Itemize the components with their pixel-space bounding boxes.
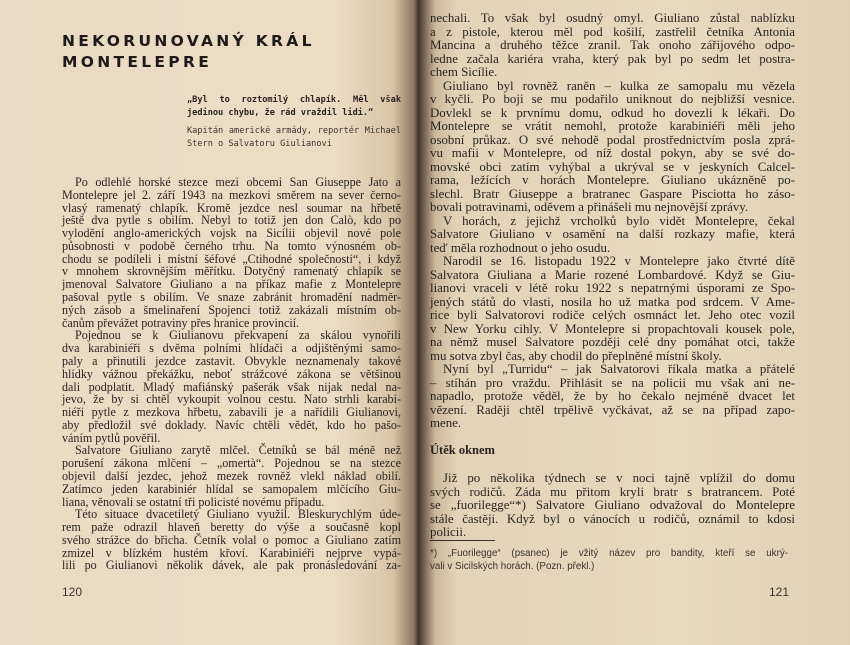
text-line: dali podplatit. Mladý mafiánský pašerák však nijak nedal na- — [62, 379, 401, 394]
text-line: chem Sicílie. — [430, 65, 498, 79]
text-line: Zatímco jeden karabiniér hlídal se samopalem mlčícího Giu- — [62, 481, 401, 496]
text-line: vu mafii v Montelepre, od níž dostal pokyn, aby se své do- — [430, 146, 795, 160]
text-line: Montelepre jel 2. září 1943 na mezkovi směrem na sever černo- — [62, 187, 401, 202]
paragraph — [430, 80, 795, 215]
paragraph — [62, 329, 401, 444]
footnote-divider — [430, 540, 495, 541]
text-line: Po odlehlé horské stezce mezi obcemi San Giuseppe Jato a — [75, 175, 401, 189]
chapter-title — [62, 31, 315, 73]
text-line: rice byli Salvatorovi rodiče celých osmnáct let. Jeho otec vozil — [430, 308, 795, 322]
text-line: slechl. Bratr Giuseppe a bratranec Gaspare Pisciotta ho záso- — [430, 186, 795, 201]
paragraph — [430, 12, 795, 80]
text-line: ledne začala kariéra vraha, který pak byl po sedm let postra- — [430, 51, 795, 66]
text-line: Salvatore Giuliano v osamění na další rozkazy mafie, která — [430, 227, 795, 241]
chapter-title-line: NEKORUNOVANÝ KRÁL — [62, 32, 315, 50]
text-line: čanům převážet potraviny přes hranice provincií. — [62, 315, 300, 330]
paragraph — [62, 176, 401, 329]
text-line: se „fuorilegge“*) Salvatore Giuliano odvažoval do Montelepre — [430, 498, 795, 512]
text-line: jených států do vlasti, nosila ho už matka pod srdcem. V Ame- — [430, 294, 795, 309]
paragraph — [62, 508, 401, 572]
text-line: vlasý ramenatý chlapík. Kromě jezdce nesl soumar na hřbetě — [62, 200, 401, 215]
text-line: a z pistole, kterou měl pod košilí, zastřelil četníka Antonia — [430, 24, 795, 39]
text-line: dva karabiniéři s dvěma polními hlídači a odjištěnými samo- — [62, 341, 401, 356]
page-number: 120 — [62, 585, 83, 599]
text-line: policii. — [430, 525, 467, 539]
page-number: 121 — [769, 585, 790, 599]
text-line: Montelepre se vrátit nemohl, protože karabiniéři měli jeho — [430, 119, 795, 133]
text-line: paly a přinutili jezdce zastavit. Obvykle neznamenaly takové — [62, 353, 401, 368]
paragraph — [430, 472, 795, 540]
left-body-text — [62, 176, 401, 572]
text-line: bovali potravinami, oděvem a přinášeli mu nejnovější zprávy. — [430, 200, 749, 214]
footnote-line: *) „Fuorilegge“ (psanec) je vžitý název pro bandity, kteří se ukrý- — [430, 548, 788, 559]
text-line: váním pytlů pověřil. — [62, 430, 161, 445]
text-line: rama, ležících v horách Montelepre. Giuliano ukázněně po- — [430, 173, 795, 187]
text-line: V horách, z jejichž vrcholků bylo vidět Montelepre, čekal — [443, 213, 795, 228]
text-line: jevo, že by si chtěl vykoupit volnou cestu. Nato strhli karabi- — [62, 392, 401, 407]
section-body-text — [430, 472, 795, 540]
text-line: nechali. To však byl osudný omyl. Giuliano zůstal nablízku — [430, 11, 795, 25]
text-line: zmizel v blízkém hustém křoví. Karabiniéři nejprve vypá- — [62, 545, 401, 560]
text-line: ještě dva pytle s obilím. Nebyl to totiž jen don Calò, kdo po — [62, 213, 401, 228]
epigraph-attribution: Kapitán americké armády, reportér Michael Stern o Salvatoru Giulianovi — [187, 126, 401, 149]
text-line: Giuliano byl rovněž raněn – kulka ze samopalu mu vězela — [443, 78, 795, 93]
text-line: svých rodičů. Záda mu přitom kryli bratr s bratrancem. Poté — [430, 484, 795, 499]
text-line: hlídky vážnou překážku, neboť strážcové zákona se většinou — [62, 366, 401, 381]
right-body-text — [430, 12, 795, 431]
text-line: v kyčli. Po boji se mu podařilo uniknout do nejbližší vesnice. — [430, 92, 795, 106]
text-line: mene. — [430, 416, 462, 430]
text-line: Salvatore Giuliano zarytě mlčel. Četníků se bál méně než — [75, 443, 401, 458]
text-line: rem paže odrazil hlaveň beretty do výše a současně kopl — [62, 520, 401, 535]
text-line: v mnohem skrovnějším měřítku. Dotyčný ramenatý chlapík se — [62, 264, 401, 279]
text-line: svého strážce do břicha. Četník volal o pomoc a Giuliano zatím — [62, 532, 401, 547]
footnote-line: vali v Sicilských horách. (Pozn. překl.) — [430, 561, 595, 572]
text-line: na němž musel Salvatore později celé dny pomáhat otci, takže — [430, 335, 795, 349]
paragraph — [430, 363, 795, 431]
text-line: jmenoval Salvatore Giuliano a na příkaz mafie z Montelepre — [62, 277, 401, 292]
text-line: aby předložil své doklady. Navíc chtěli vědět, kdo ho pašo- — [62, 417, 401, 432]
text-line: Mancina a druhého těžce zranil. Tak onoho zářijového odpo- — [430, 38, 795, 52]
text-line: Již po několika týdnech se v noci tajně vplížil do domu — [443, 471, 795, 485]
text-line: pašoval pytle s obilím. Ve snaze zabránit hromadění nadměr- — [62, 290, 401, 305]
text-line: osobní průkaz. O své nehodě podal prostřednictvím posla zprá- — [430, 132, 795, 147]
chapter-title-line: MONTELEPRE — [62, 53, 213, 71]
text-line: stále častěji. Když byl o vánocích u rodičů, oznámil to kdosi — [430, 511, 795, 526]
text-line: Salvatora Giuliana a Marie rozené Lombardové. Když se Giu- — [430, 267, 795, 282]
text-line: Této situace dvacetiletý Giuliano využil. Bleskurychlým úde- — [75, 507, 401, 522]
text-line: movské obci zatím vyhýbal a ukrýval se v jeskyních Calcel- — [430, 159, 795, 174]
text-line: Pojednou se k Giulianovu překvapení za skálou vynořili — [75, 328, 401, 343]
text-line: Nyní byl „Turridu“ – jak Salvatorovi říkala matka a přátelé — [443, 362, 795, 376]
text-line: – stíhán pro vraždu. Přihlásit se na policii mu však ani ne- — [430, 375, 795, 390]
text-line: Dovlekl se k prvnímu domu, odkud ho dovezli k lékaři. Do — [430, 105, 795, 120]
text-line: vězení. Raději chtěl trpělivě vyčkávat, až se na případ zapo- — [430, 402, 795, 417]
text-line: napadlo, protože věděl, že by ho čekalo nejméně dvacet let — [430, 389, 795, 403]
text-line: působnosti v podobě černého trhu. Na tomto výnosném ob- — [62, 238, 401, 253]
text-line: objevil další jezdec, jehož mezek rovněž vlekl náklad obilí. — [62, 468, 401, 483]
text-line: liana, věnovali se ostatní tři policisté novému případu. — [62, 494, 325, 509]
text-line: ných zásob a šmelinaření Spojenci totiž zakázali místním ob- — [62, 302, 401, 317]
text-line: porušení zákona mlčení – „omertà“. Pojednou se na stezce — [62, 456, 401, 471]
text-line: mu sotva zbyl čas, aby chodil do přeplněné místní školy. — [430, 348, 722, 363]
text-line: chodu se podíleli i místní šéfové „Ctihodné společnosti“, i když — [62, 251, 401, 266]
text-line: lili po Giulianovi několik dávek, ale pak pronásledování za- — [62, 558, 401, 573]
text-line: Narodil se 16. listopadu 1922 v Montelepre jako čtvrté dítě — [443, 254, 795, 268]
paragraph — [62, 444, 401, 508]
text-line: niéři pytle z mezkova hřbetu, zabavili je a nařídili Giulianovi, — [62, 405, 401, 420]
text-line: v New Yorku cihly. V Montelepre si propachtovali kousek pole, — [430, 321, 795, 336]
text-line: teď měla rozhodnout o jeho osudu. — [430, 240, 611, 255]
text-line: vylodění anglo-amerických vojsk na Sicílii objevil nové pole — [62, 226, 401, 241]
section-heading: Útěk oknem — [430, 443, 495, 457]
epigraph: „Byl to roztomilý chlapík. Měl však jedinou chybu, že rád vraždil lidi.“ — [187, 95, 401, 118]
footnote — [430, 547, 788, 573]
text-line: lianovi vraceli v létě roku 1922 s nepatrnými úsporami ze Spo- — [430, 281, 795, 295]
paragraph — [430, 215, 795, 256]
paragraph — [430, 255, 795, 363]
